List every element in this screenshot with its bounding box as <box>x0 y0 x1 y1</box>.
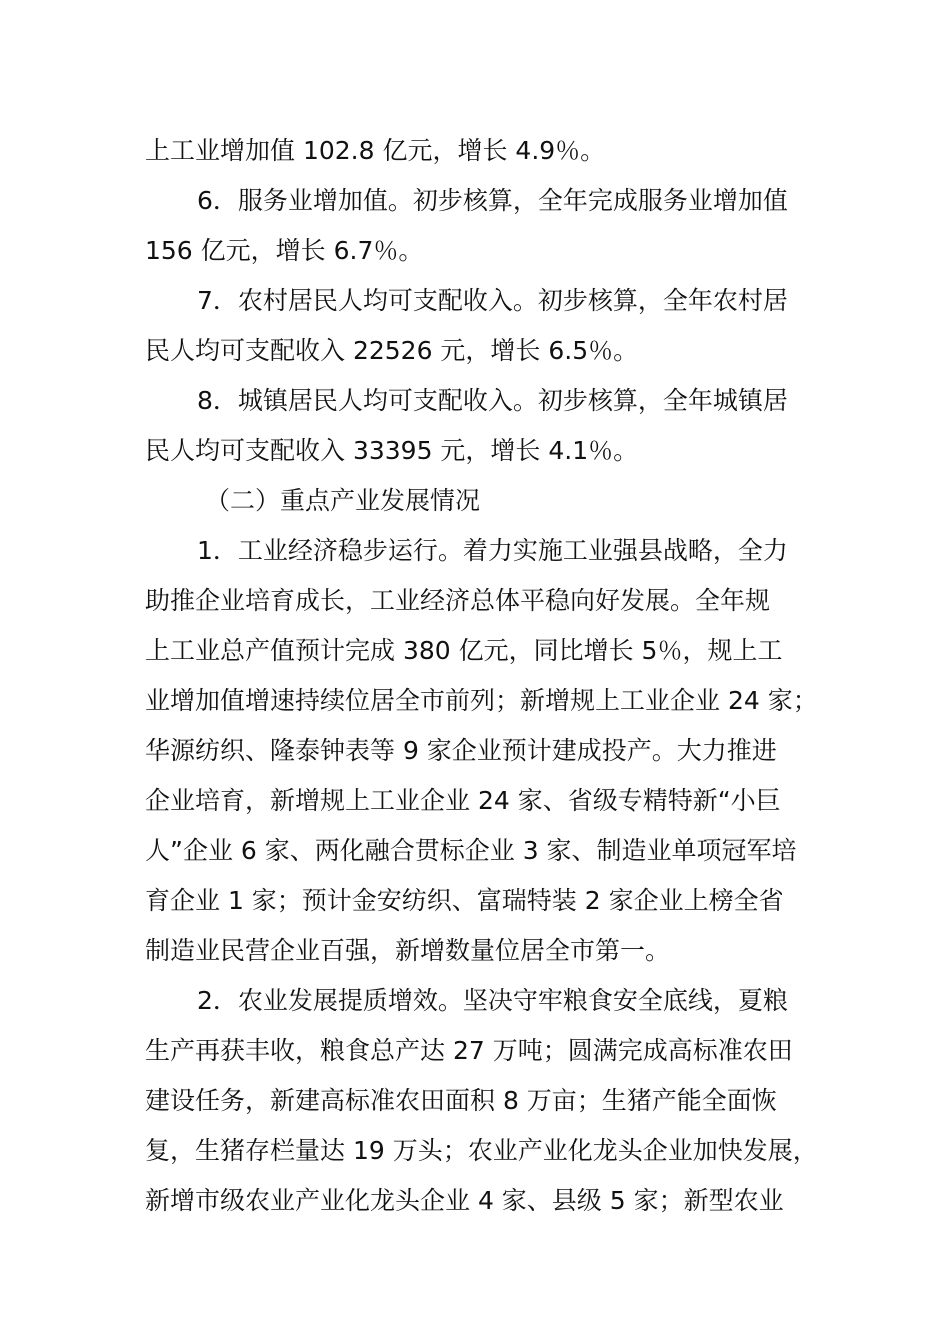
text-line: 企业培育，新增规上工业企业 24 家、省级专精特新“小巨 <box>145 786 781 815</box>
text-line: 制造业民营企业百强，新增数量位居全市第一。 <box>145 936 671 965</box>
body-text <box>145 126 835 1226</box>
text-line: 民人均可支配收入 22526 元，增长 6.5％。 <box>145 336 639 365</box>
paragraph-start-line: 8．城镇居民人均可支配收入。初步核算，全年城镇居 <box>197 386 788 415</box>
paragraph-start-line: 6．服务业增加值。初步核算，全年完成服务业增加值 <box>197 186 788 215</box>
paragraph-start-line: 1．工业经济稳步运行。着力实施工业强县战略，全力 <box>197 536 788 565</box>
text-line: 育企业 1 家；预计金安纺织、富瑞特装 2 家企业上榜全省 <box>145 886 784 915</box>
text-line: 华源纺织、隆泰钟表等 9 家企业预计建成投产。大力推进 <box>145 736 777 765</box>
text-line: 助推企业培育成长，工业经济总体平稳向好发展。全年规 <box>145 586 771 615</box>
text-line: 复，生猪存栏量达 19 万头；农业产业化龙头企业加快发展， <box>145 1136 818 1165</box>
text-line: 156 亿元，增长 6.7％。 <box>145 236 424 265</box>
text-line: 生产再获丰收，粮食总产达 27 万吨；圆满完成高标准农田 <box>145 1036 793 1065</box>
text-line: 人”企业 6 家、两化融合贯标企业 3 家、制造业单项冠军培 <box>145 836 797 865</box>
text-line: 上工业增加值 102.8 亿元，增长 4.9％。 <box>145 136 606 165</box>
paragraph-start-line: 7．农村居民人均可支配收入。初步核算，全年农村居 <box>197 286 788 315</box>
text-line: 业增加值增速持续位居全市前列；新增规上工业企业 24 家； <box>145 686 818 715</box>
section-heading: （二）重点产业发展情况 <box>205 486 481 515</box>
text-line: 建设任务，新建高标准农田面积 8 万亩；生猪产能全面恢 <box>145 1086 777 1115</box>
paragraph-start-line: 2．农业发展提质增效。坚决守牢粮食安全底线，夏粮 <box>197 986 788 1015</box>
text-line: 民人均可支配收入 33395 元，增长 4.1％。 <box>145 436 639 465</box>
text-line: 新增市级农业产业化龙头企业 4 家、县级 5 家；新型农业 <box>145 1186 784 1215</box>
text-line: 上工业总产值预计完成 380 亿元，同比增长 5％，规上工 <box>145 636 783 665</box>
